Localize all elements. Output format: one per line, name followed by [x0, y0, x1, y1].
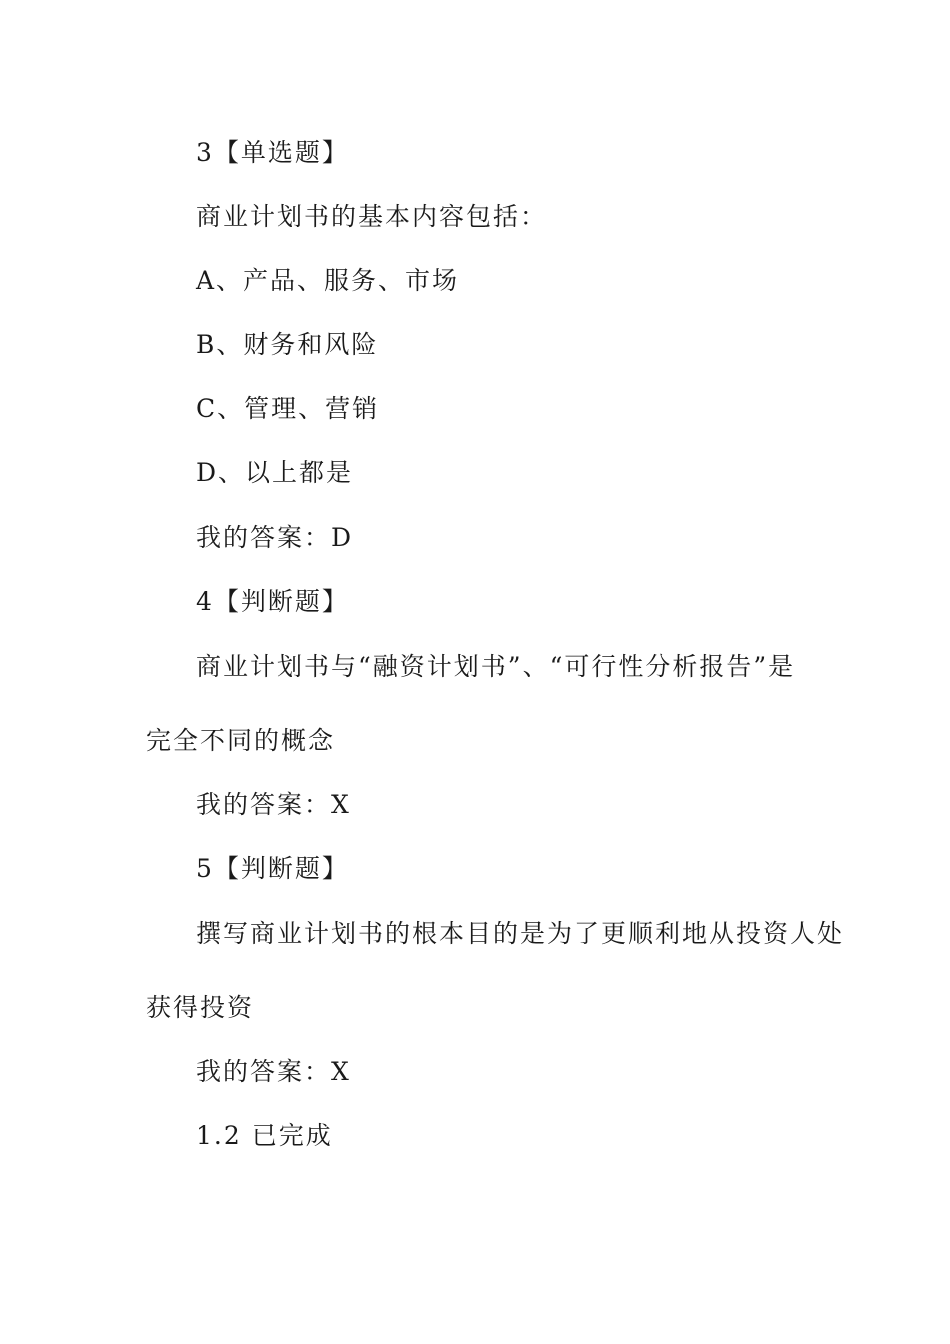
question-5-answer: 我的答案：X [196, 1057, 351, 1086]
section-status: 1.2 已完成 [196, 1121, 333, 1150]
question-3-answer: 我的答案：D [196, 523, 354, 552]
question-3-option-b: B、财务和风险 [196, 330, 379, 359]
question-3-option-a: A、产品、服务、市场 [196, 266, 460, 295]
question-4-answer: 我的答案：X [196, 790, 351, 819]
question-5-text-line1: 撰写商业计划书的根本目的是为了更顺利地从投资人处 [196, 919, 845, 948]
question-3-header: 3【单选题】 [196, 138, 349, 167]
question-4-text-line2: 完全不同的概念 [146, 726, 336, 755]
question-4-header: 4【判断题】 [196, 587, 349, 616]
question-3-option-c: C、管理、营销 [196, 394, 380, 423]
question-3-text: 商业计划书的基本内容包括： [196, 202, 548, 231]
question-4-text-line1: 商业计划书与“融资计划书”、“可行性分析报告”是 [196, 652, 796, 681]
question-5-header: 5【判断题】 [196, 854, 349, 883]
question-3-option-d: D、以上都是 [196, 458, 354, 487]
question-5-text-line2: 获得投资 [146, 993, 255, 1022]
